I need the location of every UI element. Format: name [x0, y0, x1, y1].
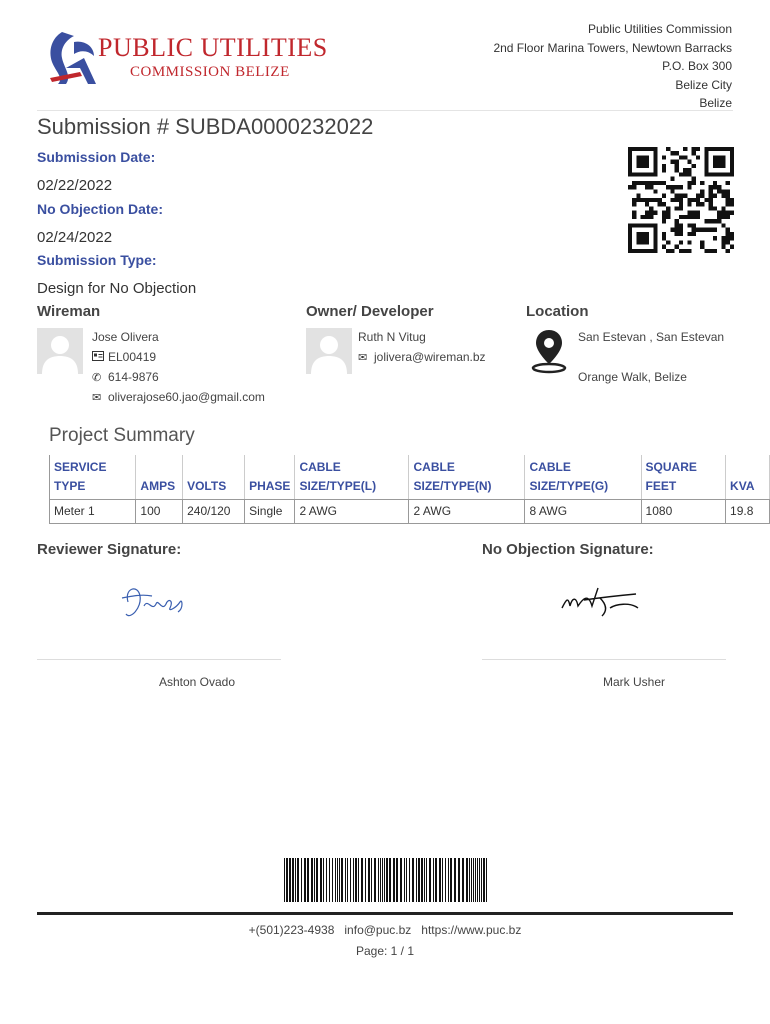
column-header — [295, 455, 409, 500]
logo-title: PUBLIC UTILITIES — [98, 33, 328, 62]
wireman-phone — [92, 370, 159, 384]
column-header — [245, 455, 295, 500]
header-divider — [37, 110, 733, 111]
logo-subtitle: COMMISSION BELIZE — [130, 64, 290, 80]
address-line: Belize City — [675, 77, 732, 92]
address-line: Belize — [699, 96, 732, 110]
table-cell: Meter 1 — [50, 500, 136, 524]
column-header-line1: CABLE — [413, 460, 455, 474]
no-objection-date-label: No Objection Date: — [37, 201, 164, 217]
owner-heading: Owner/ Developer — [306, 303, 434, 320]
column-header — [726, 455, 770, 500]
barcode — [284, 858, 490, 902]
address-block — [493, 20, 732, 113]
footer-website[interactable]: https://www.puc.bz — [421, 923, 522, 937]
column-header — [50, 455, 136, 500]
puc-logo — [44, 28, 104, 86]
address-line: P.O. Box 300 — [662, 59, 732, 73]
owner-email — [358, 350, 486, 364]
reviewer-name: Ashton Ovado — [158, 675, 236, 689]
column-header-line2: SIZE/TYPE(L) — [299, 479, 377, 493]
table-cell: 1080 — [641, 500, 726, 524]
wireman-name: Jose Olivera — [92, 330, 159, 344]
reviewer-signature-image — [118, 578, 190, 626]
table-cell: 19.8 — [726, 500, 770, 524]
no-objection-signature-line — [482, 659, 726, 660]
wireman-heading: Wireman — [37, 303, 101, 320]
wireman-phone-value: 614-9876 — [108, 370, 159, 384]
phone-icon: ✆ — [92, 372, 102, 384]
reviewer-signature-label: Reviewer Signature: — [37, 541, 182, 558]
submission-type-value: Design for No Objection — [37, 280, 197, 297]
table-header-row — [50, 455, 770, 500]
table-cell: 2 AWG — [409, 500, 525, 524]
wireman-email — [92, 390, 265, 404]
envelope-icon: ✉ — [92, 392, 102, 404]
column-header — [136, 455, 183, 500]
logo-emblem-icon — [44, 28, 104, 86]
project-summary-table — [49, 455, 770, 524]
column-header-line1 — [187, 458, 240, 477]
column-header — [409, 455, 525, 500]
location-line1: San Estevan , San Estevan — [578, 330, 725, 344]
column-header-line2: KVA — [730, 479, 755, 493]
id-card-icon — [92, 351, 104, 364]
column-header-line1 — [249, 458, 290, 477]
column-header-line1: SERVICE — [54, 460, 107, 474]
owner-email-value[interactable]: jolivera@wireman.bz — [374, 350, 486, 364]
wireman-email-value[interactable]: oliverajose60.jao@gmail.com — [108, 390, 265, 404]
submission-date-label: Submission Date: — [37, 149, 156, 165]
reviewer-signature-line — [37, 659, 281, 660]
column-header-line2: FEET — [645, 479, 677, 493]
map-pin-icon — [528, 328, 570, 374]
column-header-line2: SIZE/TYPE(G) — [529, 479, 609, 493]
column-header-line1 — [140, 458, 178, 477]
no-objection-signature-image — [558, 578, 642, 622]
address-line: 2nd Floor Marina Towers, Newtown Barracks — [493, 40, 732, 55]
address-line: Public Utilities Commission — [587, 22, 732, 36]
submission-date-value: 02/22/2022 — [37, 177, 113, 194]
column-header-line2: AMPS — [140, 479, 176, 493]
location-line2: Orange Walk, Belize — [578, 370, 687, 384]
column-header-line2: VOLTS — [187, 479, 227, 493]
column-header — [641, 455, 726, 500]
location-heading: Location — [526, 303, 589, 320]
qr-code — [628, 147, 734, 253]
wireman-license — [92, 350, 156, 364]
table-cell: Single — [245, 500, 295, 524]
page-title: Submission # SUBDA0000232022 — [37, 114, 374, 139]
column-header-line1: SQUARE — [645, 460, 697, 474]
owner-avatar — [306, 328, 352, 374]
column-header-line1: CABLE — [299, 460, 341, 474]
footer-phone[interactable]: +(501)223-4938 — [248, 923, 335, 937]
footer-contact — [0, 923, 770, 937]
table-cell: 100 — [136, 500, 183, 524]
page-number: Page: 1 / 1 — [355, 944, 415, 958]
column-header-line2: TYPE — [54, 479, 86, 493]
table-cell: 2 AWG — [295, 500, 409, 524]
footer-divider — [37, 912, 733, 915]
column-header-line2: SIZE/TYPE(N) — [413, 479, 492, 493]
submission-type-label: Submission Type: — [37, 252, 157, 268]
wireman-avatar — [37, 328, 83, 374]
wireman-license-value: EL00419 — [108, 350, 157, 364]
table-cell: 8 AWG — [525, 500, 641, 524]
no-objection-name: Mark Usher — [602, 675, 665, 689]
project-summary-heading: Project Summary — [49, 425, 195, 446]
column-header — [525, 455, 641, 500]
person-icon — [37, 328, 83, 374]
table-row — [50, 500, 770, 524]
column-header — [183, 455, 245, 500]
owner-name: Ruth N Vitug — [358, 330, 426, 344]
envelope-icon: ✉ — [358, 352, 368, 364]
column-header-line1 — [730, 458, 765, 477]
table-cell: 240/120 — [183, 500, 245, 524]
column-header-line2: PHASE — [249, 479, 291, 493]
column-header-line1: CABLE — [529, 460, 571, 474]
no-objection-date-value: 02/24/2022 — [37, 229, 113, 246]
footer-email[interactable]: info@puc.bz — [344, 923, 412, 937]
person-icon — [306, 328, 352, 374]
no-objection-signature-label: No Objection Signature: — [482, 541, 654, 558]
